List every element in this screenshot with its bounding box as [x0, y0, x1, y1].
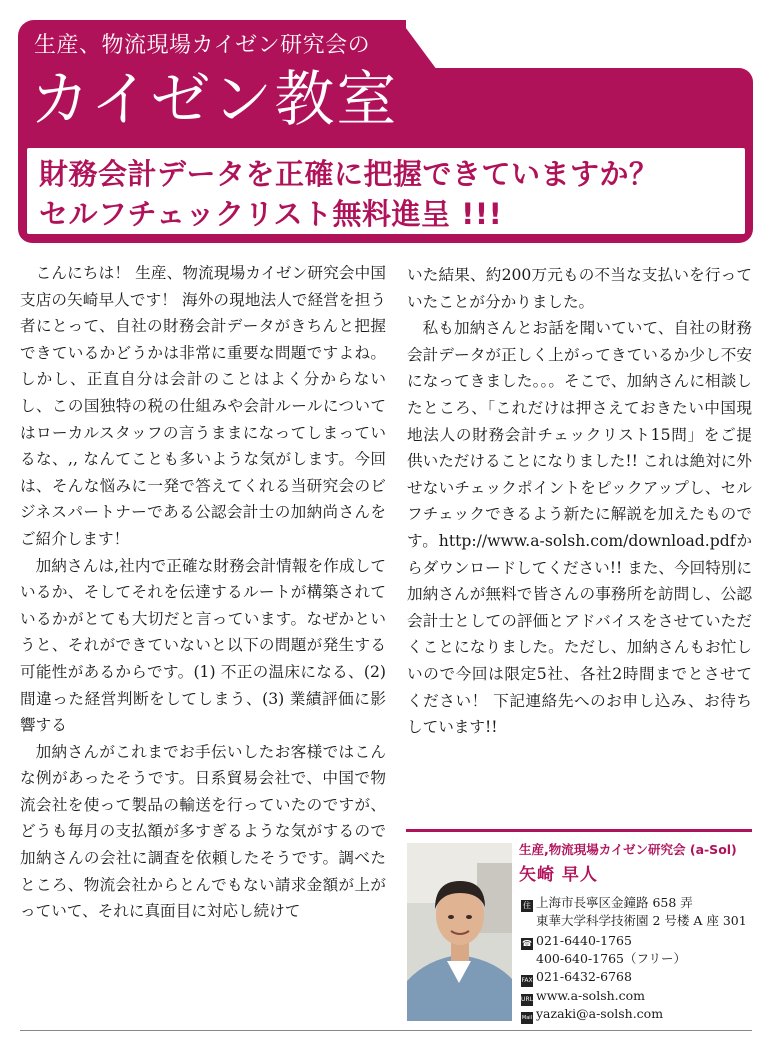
- fax-number: 021-6432-6768: [536, 969, 632, 984]
- headline-line-1: 財務会計データを正確に把握できていますか？: [39, 157, 659, 191]
- person-photo-illustration: [407, 843, 512, 1021]
- email-link[interactable]: yazaki@a-solsh.com: [536, 1006, 664, 1021]
- profile-photo: [407, 843, 512, 1021]
- tel-1: 021-6440-1765: [536, 933, 632, 948]
- headline-line-2: セルフチェックリスト無料進呈 !!!: [39, 197, 503, 231]
- profile-top-rule: [406, 829, 752, 832]
- paragraph-example: 加納さんがこれまでお手伝いしたお客様ではこんな例があったそうです。日系貿易会社で、中国で物流会社を使って製品の輸送を行っていたのですが、どうも毎月の支払額が多すぎるような気がするので加納さんの会社に調査を依頼したそうです。調べたところ、物流会社からとんでもない請求金額が上がっていて、それに真面目に対応し続けて: [20, 742, 386, 921]
- header-tab-wedge: [400, 20, 440, 74]
- paragraph-result: いた結果、約200万元もの不当な支払いを行っていたことが分かりました。: [407, 266, 752, 311]
- address-icon: 住: [523, 901, 531, 910]
- web-icon: URL: [521, 994, 533, 1006]
- tel-2: 400-640-1765（フリー）: [536, 951, 686, 966]
- profile-organization: 生産,物流現場カイゼン研究会 (a-Sol): [519, 842, 737, 857]
- article-right-column: [407, 262, 752, 741]
- contact-fax: [521, 968, 632, 987]
- contact-address-2: [521, 912, 747, 929]
- address-line-1: 上海市長寧区金鐘路 658 弄: [536, 895, 693, 910]
- profile-name: 矢崎 早人: [519, 865, 598, 885]
- website-link[interactable]: www.a-solsh.com: [536, 988, 646, 1003]
- contact-tel-2: [521, 950, 686, 967]
- mail-icon: Mail: [521, 1012, 533, 1024]
- paragraph-offer: 私も加納さんとお話を聞いていて、自社の財務会計データが正しく上がってきているか少し不安になってきました。。。そこで、加納さんに相談したところ、「これだけは押さえておきたい中国現地法人の財務会計チェックリスト15問」をご提供いただけることになりました!! これは絶対に外せないチェックポイントをピックアップし、セルフチェックできるよう新たに解説を加えたものです。http://www.a-solsh.com/download.pdfからダウンロードしてください!! また、今回特別に加納さんが無料で皆さんの事務所を訪問し、公認会計士としての評価とアドバイスをさせていただくことになりました。ただし、加納さんもお忙しいので今回は限定5社、各社2時間までとさせてください！ 下記連絡先へのお申し込み、お待ちしています!!: [407, 319, 752, 737]
- fax-icon: FAX: [521, 975, 533, 987]
- paragraph-intro: こんにちは！ 生産、物流現場カイゼン研究会中国支店の矢崎早人です！ 海外の現地法人で経営を担う者にとって、自社の財務会計データがきちんと把握できているかどうかは非常に重要な問題ですよね。しかし、正直自分は会計のことはよく分からないし、この国独特の税の仕組みや会計ルールについてはローカルスタッフの言うままになってしまっているな、,, なんてことも多いような気がします。今回は、そんな悩みに一発で答えてくれる当研究会のビジネスパートナーである公認会計士の加納尚さんをご紹介します！: [20, 264, 386, 548]
- article-left-column: [20, 260, 386, 925]
- address-line-2: 東華大学科学技術園 2 号楼 A 座 301: [536, 913, 747, 928]
- headline-box: [27, 148, 745, 234]
- phone-icon: ☎: [522, 939, 532, 948]
- contact-web: [521, 987, 645, 1006]
- paragraph-problems: 加納さんは,社内で正確な財務会計情報を作成しているか、そしてそれを伝達するルートが構築されているかがとても大切だと言っています。なぜかというと、それができていないと以下の問題が発生する可能性があるからです。(1) 不正の温床になる、(2) 間違った経営判断をしてしまう、(3) 業績評価に影響する: [20, 556, 386, 735]
- contact-address: [521, 894, 693, 912]
- contact-email: [521, 1005, 663, 1024]
- header-subtitle: 生産、物流現場カイゼン研究会の: [34, 33, 371, 58]
- bottom-rule: [20, 1030, 752, 1031]
- header-title: カイゼン教室: [30, 65, 399, 135]
- contact-tel: [521, 932, 632, 950]
